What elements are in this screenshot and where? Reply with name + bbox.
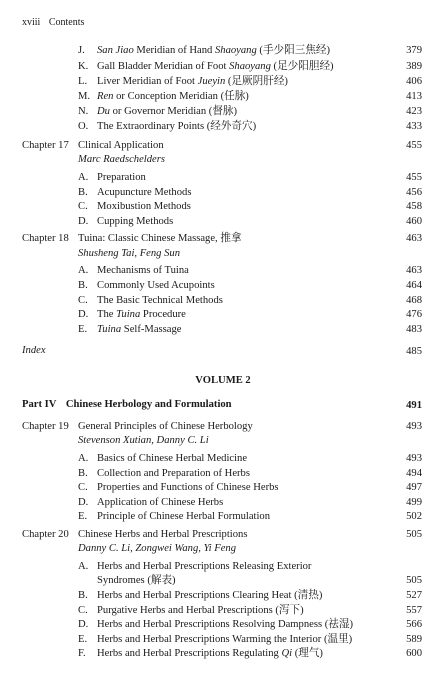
entry-title: Commonly Used Acupoints (97, 280, 215, 291)
entry-letter: E. (78, 511, 88, 522)
entry-letter: C. (78, 482, 88, 493)
entry-page: 600 (406, 648, 422, 659)
entry-page: 460 (406, 216, 422, 227)
chapter-label: Chapter 18 (22, 233, 69, 244)
volume-heading: VOLUME 2 (195, 375, 251, 386)
entry-page: 483 (406, 324, 422, 335)
entry-title: Herbs and Herbal Prescriptions Clearing Heat (清热) (97, 590, 323, 601)
entry-letter: N. (78, 106, 89, 117)
entry-title: Acupuncture Methods (97, 187, 192, 198)
part-label: Part IV (22, 399, 57, 410)
entry-page: 458 (406, 201, 422, 212)
entry-title: Moxibustion Methods (97, 201, 191, 212)
entry-title: Herbs and Herbal Prescriptions Regulating Qi (理气) (97, 648, 323, 659)
entry-title: Collection and Preparation of Herbs (97, 468, 250, 479)
entry-title: Gall Bladder Meridian of Foot Shaoyang (足少阳胆经) (97, 61, 334, 72)
entry-letter: B. (78, 590, 88, 601)
chapter-label: Chapter 17 (22, 140, 69, 151)
entry-letter: M. (78, 91, 91, 102)
entry-title: Purgative Herbs and Herbal Prescriptions (泻下) (97, 605, 304, 616)
entry-page: 493 (406, 453, 422, 464)
entry-letter: D. (78, 309, 89, 320)
entry-title: Herbs and Herbal Prescriptions Resolving Dampness (祛湿) (97, 619, 353, 630)
entry-page: 455 (406, 172, 422, 183)
entry-letter: O. (78, 121, 89, 132)
entry-page: 389 (406, 61, 422, 72)
entry-title: Herbs and Herbal Prescriptions Warming the Interior (温里) (97, 634, 353, 645)
entry-page: 505 (406, 575, 422, 586)
entry-page: 464 (406, 280, 422, 291)
chapter-label: Chapter 19 (22, 421, 69, 432)
entry-letter: D. (78, 216, 89, 227)
index-label: Index (22, 345, 46, 356)
entry-page: 433 (406, 121, 422, 132)
entry-title: Herbs and Herbal Prescriptions Releasing Exterior (97, 561, 312, 572)
entry-letter: E. (78, 634, 88, 645)
entry-title: Application of Chinese Herbs (97, 497, 224, 508)
entry-page: 557 (406, 605, 422, 616)
entry-page: 423 (406, 106, 422, 117)
entry-title: The Extraordinary Points (经外奇穴) (97, 121, 257, 132)
chapter-label: Chapter 20 (22, 529, 69, 540)
part-title: Chinese Herbology and Formulation (65, 399, 232, 410)
entry-title: Ren or Conception Meridian (任脉) (97, 91, 249, 102)
running-title: Contents (48, 17, 85, 28)
chapter-author: Stevenson Xutian, Danny C. Li (78, 435, 209, 446)
entry-title: The Tuina Procedure (97, 309, 186, 320)
index-page: 485 (406, 346, 422, 357)
entry-letter: B. (78, 280, 88, 291)
entry-page: 566 (406, 619, 422, 630)
entry-title: Preparation (97, 172, 146, 183)
entry-letter: A. (78, 561, 89, 572)
entry-letter: B. (78, 187, 88, 198)
entry-letter: A. (78, 265, 89, 276)
entry-title: Du or Governor Meridian (督脉) (97, 106, 238, 117)
entry-letter: C. (78, 605, 88, 616)
entry-letter: F. (78, 648, 86, 659)
chapter-author: Danny C. Li, Zongwei Wang, Yi Feng (78, 543, 237, 554)
entry-page: 527 (406, 590, 422, 601)
entry-page: 476 (406, 309, 422, 320)
chapter-title: General Principles of Chinese Herbology (78, 421, 253, 432)
entry-title: Properties and Functions of Chinese Herbs (97, 482, 279, 493)
entry-page: 589 (406, 634, 422, 645)
entry-title: San Jiao Meridian of Hand Shaoyang (手少阳三焦经) (97, 45, 331, 56)
entry-letter: L. (78, 76, 88, 87)
entry-page: 494 (406, 468, 422, 479)
entry-letter: B. (78, 468, 88, 479)
running-header (22, 17, 84, 28)
part-heading (22, 399, 232, 410)
entry-title: Principle of Chinese Herbal Formulation (97, 511, 270, 522)
entry-title: Mechanisms of Tuina (97, 265, 189, 276)
chapter-author: Marc Raedschelders (78, 154, 165, 165)
entry-page: 463 (406, 265, 422, 276)
entry-page: 468 (406, 295, 422, 306)
chapter-author: Shusheng Tai, Feng Sun (78, 248, 181, 259)
entry-letter: A. (78, 172, 89, 183)
chapter-title: Chinese Herbs and Herbal Prescriptions (78, 529, 248, 540)
entry-letter: D. (78, 497, 89, 508)
entry-title: Cupping Methods (97, 216, 174, 227)
entry-page: 502 (406, 511, 422, 522)
entry-page: 406 (406, 76, 422, 87)
entry-letter: A. (78, 453, 89, 464)
entry-letter: C. (78, 295, 88, 306)
entry-letter: K. (78, 61, 89, 72)
entry-page: 497 (406, 482, 422, 493)
entry-title: The Basic Technical Methods (97, 295, 223, 306)
entry-title: Basics of Chinese Herbal Medicine (97, 453, 248, 464)
entry-title: Liver Meridian of Foot Jueyin (足厥阴肝经) (97, 76, 288, 87)
entry-letter: D. (78, 619, 89, 630)
entry-page: 379 (406, 45, 422, 56)
chapter-page: 463 (406, 233, 422, 244)
part-page: 491 (406, 400, 422, 411)
entry-page: 413 (406, 91, 422, 102)
chapter-title: Tuina: Classic Chinese Massage, 推拿 (78, 233, 242, 244)
entry-letter: E. (78, 324, 88, 335)
entry-page: 499 (406, 497, 422, 508)
entry-title-continuation: Syndromes (解表) (97, 575, 176, 586)
chapter-title: Clinical Application (78, 140, 164, 151)
entry-page: 456 (406, 187, 422, 198)
entry-letter: J. (78, 45, 85, 56)
entry-title: Tuina Self-Massage (97, 324, 182, 335)
chapter-page: 455 (406, 140, 422, 151)
entry-letter: C. (78, 201, 88, 212)
chapter-page: 505 (406, 529, 422, 540)
page-folio: xviii (22, 17, 41, 28)
chapter-page: 493 (406, 421, 422, 432)
